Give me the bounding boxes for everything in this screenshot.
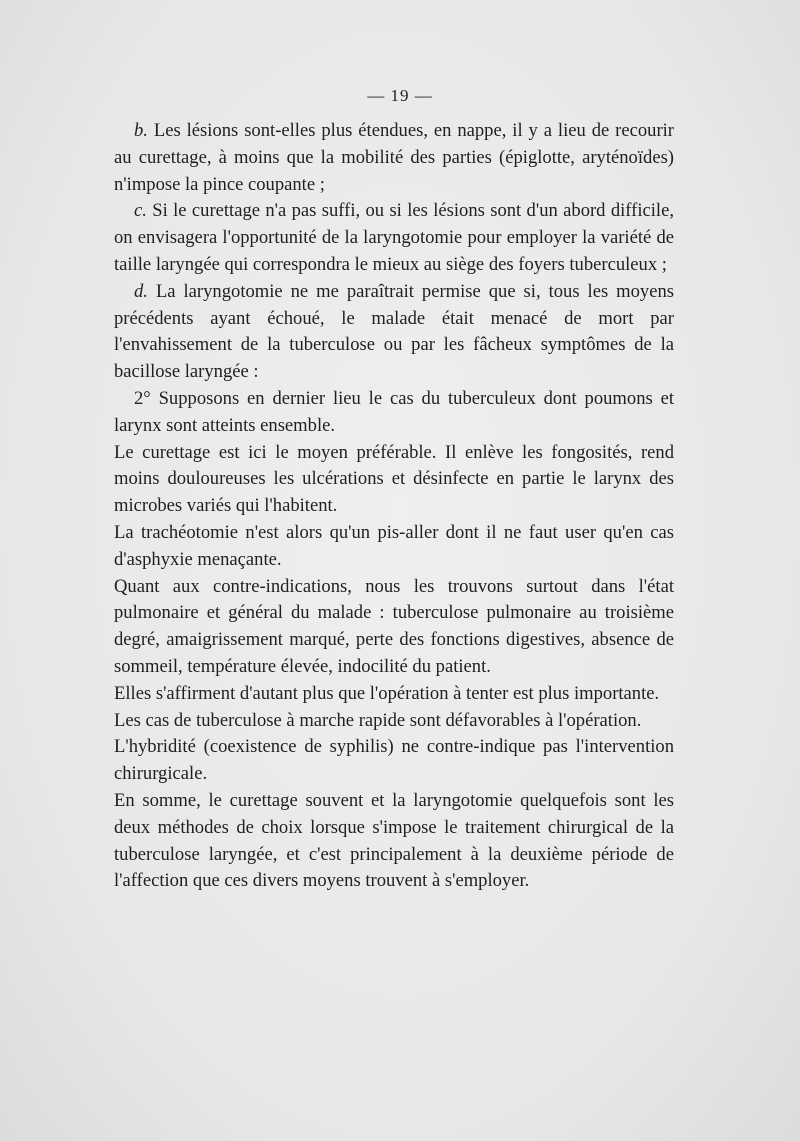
paragraph-text: Les cas de tuberculose à marche rapide sont défavorables à l'opération. — [114, 709, 642, 731]
paragraph-text: Les lésions sont-elles plus étendues, en nappe, il y a lieu de recourir au curettage, à moins que la mobilité des parties (épiglotte, aryténoïdes) n'impose la pince coupante ; — [114, 120, 675, 195]
paragraph-2 — [114, 386, 674, 440]
paragraph-text: 2° Supposons en dernier lieu le cas du tuberculeux dont poumons et larynx sont atteints ensemble. — [114, 387, 674, 436]
paragraph-label: d. — [134, 280, 148, 302]
paragraph-text: Le curettage est ici le moyen préférable. Il enlève les fongosités, rend moins douloureuses les ulcérations et désinfecte en partie le larynx des microbes variés qui l'habitent. — [114, 441, 674, 517]
body-text — [114, 118, 674, 895]
paragraph-text: Si le curettage n'a pas suffi, ou si les lésions sont d'un abord difficile, on envisagera l'opportunité de la laryngotomie pour employer la variété de taille laryngée qui correspondra le mieux au siège des foyers tuberculeux ; — [114, 200, 674, 275]
paragraph-b — [114, 118, 674, 198]
paragraph-en-somme — [114, 788, 674, 895]
paragraph-text: Quant aux contre-indications, nous les trouvons surtout dans l'état pulmonaire et général du malade : tuberculose pulmonaire au troisième degré, amaigrissement marqué, perte des fonctions digestives, absence de sommeil, température élevée, indocilité du patient. — [114, 575, 674, 677]
paragraph-text: Elles s'affirment d'autant plus que l'opération à tenter est plus importante. — [114, 682, 660, 704]
paragraph-text: L'hybridité (coexistence de syphilis) ne contre-indique pas l'intervention chirurgicale. — [114, 736, 674, 785]
paragraph-d — [114, 279, 674, 386]
paragraph-label: b. — [134, 120, 148, 141]
paragraph-tracheotomie — [114, 520, 674, 574]
paragraph-curettage — [114, 440, 674, 520]
paragraph-hybridite — [114, 734, 674, 788]
paragraph-label: c. — [134, 200, 147, 222]
paragraph-contre-indications — [114, 574, 674, 681]
paragraph-text: En somme, le curettage souvent et la laryngotomie quelquefois sont les deux méthodes de choix lorsque s'impose le traitement chirurgical de la tuberculose laryngée, et c'est principalement à la deuxième période de l'affection que ces divers moyens trouvent à s'employer. — [114, 789, 674, 892]
page-number: — 19 — — [367, 86, 433, 105]
paragraph-text: La trachéotomie n'est alors qu'un pis-aller dont il ne faut user qu'en cas d'asphyxie menaçante. — [114, 521, 674, 570]
paragraph-c — [114, 198, 674, 278]
paragraph-affirment — [114, 681, 674, 708]
paragraph-marche-rapide — [114, 708, 674, 735]
paragraph-text: La laryngotomie ne me paraîtrait permise que si, tous les moyens précédents ayant échoué, le malade était menacé de mort par l'envahissement de la tuberculose ou par les fâcheux symptômes de la bacillose laryngée : — [114, 280, 675, 383]
